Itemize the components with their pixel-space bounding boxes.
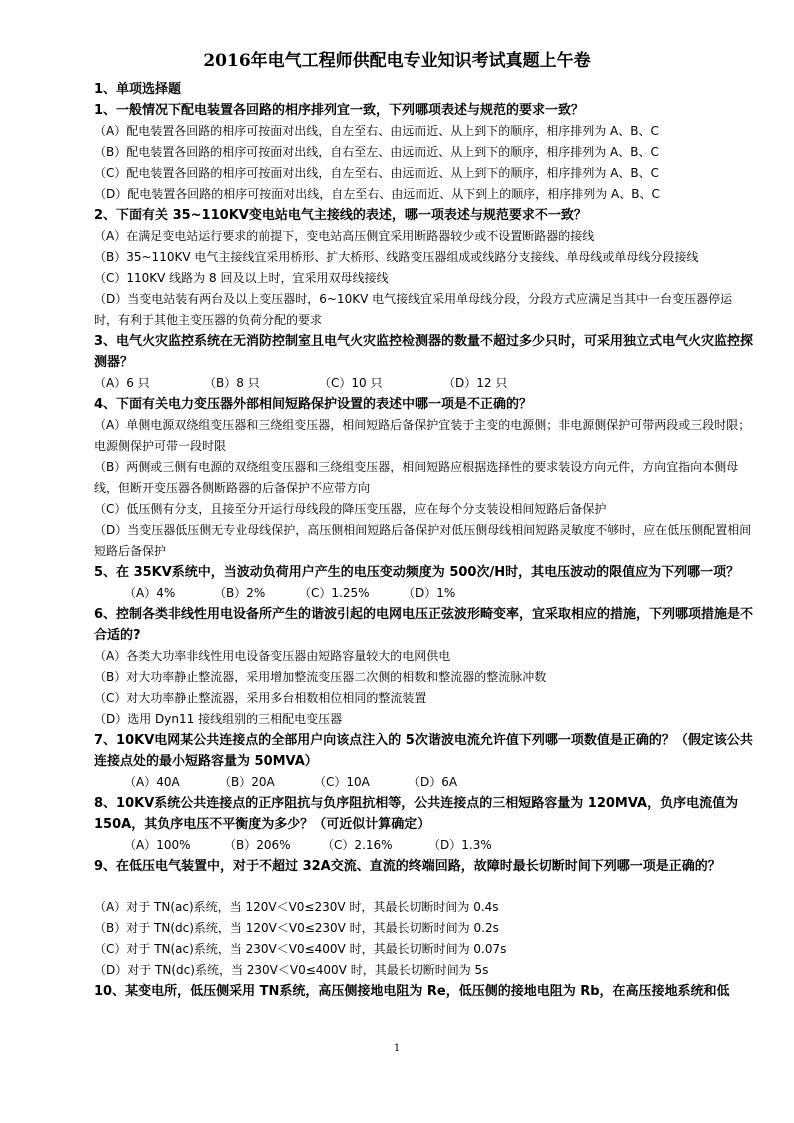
option-d: （D）当变压器低压侧无专业母线保护，高压侧相间短路后备保护对低压侧母线相间短路灵敏度不够时，应在低压侧配置相间短路后备保护 (94, 523, 752, 558)
option-d: （D）选用 Dyn11 接线组别的三相配电变压器 (94, 712, 343, 726)
option-d: （D）对于 TN(dc)系统，当 230V＜V0≤400V 时，其最长切断时间为 5s (94, 963, 489, 977)
option-c: （C）对大功率静止整流器，采用多台相数相位相同的整流装置 (94, 691, 427, 705)
question-stem: 3、电气火灾监控系统在无消防控制室且电气火灾监控检测器的数量不超过多少只时，可采用独立式电气火灾监控探测器？ (94, 334, 754, 370)
option-b: （B）206% (224, 838, 291, 852)
option-b: （B）35~110KV 电气主接线宜采用桥形、扩大桥形、线路变压器组成或线路分支接线、单母线或单母线分段接线 (94, 250, 699, 264)
question-9 (94, 856, 754, 981)
option-a: （A）各类大功率非线性用电设备变压器由短路容量较大的电网供电 (94, 649, 451, 663)
document-title: 2016年电气工程师供配电专业知识考试真题上午卷 (203, 51, 591, 71)
option-row (94, 835, 754, 856)
option-b: （B）20A (219, 775, 275, 789)
page-number: 1 (393, 1043, 401, 1054)
option-b: （B）对大功率静止整流器，采用增加整流变压器二次侧的相数和整流器的整流脉冲数 (94, 670, 547, 684)
option-d: （D）12 只 (443, 376, 508, 390)
option-c: （C）2.16% (322, 838, 393, 852)
option-row (94, 772, 754, 793)
option-d: （D）6A (408, 775, 458, 789)
option-row (94, 583, 754, 604)
option-a: （A）对于 TN(ac)系统，当 120V＜V0≤230V 时，其最长切断时间为 0.4s (94, 900, 499, 914)
option-a: （A）在满足变电站运行要求的前提下，变电站高压侧宜采用断路器较少或不设置断路器的接线 (94, 229, 595, 243)
option-c: （C）1.25% (299, 586, 370, 600)
option-c: （C）110KV 线路为 8 回及以上时，宜采用双母线接线 (94, 271, 389, 285)
question-7 (94, 730, 754, 793)
option-a: （A）单侧电源双绕组变压器和三绕组变压器，相间短路后备保护宜装于主变的电源侧；非电源侧保护可带两段或三段时限；电源侧保护可带一段时限 (94, 418, 751, 453)
question-stem: 5、在 35KV系统中，当波动负荷用户产生的电压变动频度为 500次/H时，其电压波动的限值应为下列哪一项？ (94, 565, 740, 580)
option-d: （D）配电装置各回路的相序可按面对出线，自左至右、由远而近、从下到上的顺序，相序排列为 A、B、C (94, 187, 660, 201)
option-a: （A）4% (124, 586, 176, 600)
option-c: （C）10 只 (319, 376, 383, 390)
option-a: （A）配电装置各回路的相序可按面对出线，自左至右、由远而近、从上到下的顺序，相序排列为 A、B、C (94, 124, 659, 138)
option-d: （D）当变电站装有两台及以上变压器时，6~10KV 电气接线宜采用单母线分段，分段方式应满足当其中一台变压器停运时，有利于其他主变压器的负荷分配的要求 (94, 292, 733, 327)
option-c: （C）低压侧有分支，且接至分开运行母线段的降压变压器，应在每个分支装设相间短路后备保护 (94, 502, 607, 516)
option-b: （B）对于 TN(dc)系统，当 120V＜V0≤230V 时，其最长切断时间为 0.2s (94, 921, 499, 935)
option-c: （C）配电装置各回路的相序可按面对出线，自左至右、由远而近、从上到下的顺序，相序排列为 A、B、C (94, 166, 660, 180)
question-3 (94, 331, 754, 394)
question-stem: 8、10KV系统公共连接点的正序阻抗与负序阻抗相等，公共连接点的三相短路容量为 120MVA，负序电流值为 150A，其负序电压不平衡度为多少？（可近似计算确定） (94, 796, 739, 832)
question-stem: 2、下面有关 35~110KV变电站电气主接线的表述，哪一项表述与规范要求不一致？ (94, 208, 587, 223)
option-a: （A）6 只 (94, 376, 150, 390)
option-b: （B）2% (214, 586, 266, 600)
option-b: （B）8 只 (204, 376, 260, 390)
question-2 (94, 205, 754, 331)
option-b: （B）两侧或三侧有电源的双绕组变压器和三绕组变压器，相间短路应根据选择性的要求装设方向元件，方向宜指向本侧母线，但断开变压器各侧断路器的后备保护不应带方向 (94, 460, 739, 495)
question-stem: 7、10KV电网某公共连接点的全部用户向该点注入的 5次谐波电流允许值下列哪一项数值是正确的？（假定该公共连接点处的最小短路容量为 50MVA） (94, 733, 753, 769)
option-c: （C）对于 TN(ac)系统，当 230V＜V0≤400V 时，其最长切断时间为 0.07s (94, 942, 507, 956)
section-heading: 1、单项选择题 (94, 82, 182, 97)
option-a: （A）40A (124, 775, 180, 789)
option-d: （D）1.3% (428, 838, 492, 852)
question-1 (94, 100, 754, 205)
option-d: （D）1% (403, 586, 456, 600)
option-a: （A）100% (124, 838, 191, 852)
option-b: （B）配电装置各回路的相序可按面对出线，自右至左、由远而近、从上到下的顺序，相序排列为 A、B、C (94, 145, 659, 159)
question-6 (94, 604, 754, 730)
blank-line (94, 877, 754, 897)
question-list (94, 80, 754, 1002)
question-stem: 6、控制各类非线性用电设备所产生的谐波引起的电网电压正弦波形畸变率，宜采取相应的措施，下列哪项措施是不合适的? (94, 607, 754, 643)
option-row (94, 373, 754, 394)
question-stem: 9、在低压电气装置中，对于不超过 32A交流、直流的终端回路，故障时最长切断时间下列哪一项是正确的？ (94, 859, 721, 874)
question-4 (94, 394, 754, 562)
question-10 (94, 981, 754, 1002)
option-c: （C）10A (314, 775, 370, 789)
question-5 (94, 562, 754, 604)
question-stem: 4、下面有关电力变压器外部相间短路保护设置的表述中哪一项是不正确的？ (94, 397, 533, 412)
question-stem: 1、一般情况下配电装置各回路的相序排列宜一致，下列哪项表述与规范的要求一致？ (94, 103, 585, 118)
question-8 (94, 793, 754, 856)
question-stem: 10、某变电所，低压侧采用 TN系统，高压侧接地电阻为 Re，低压侧的接地电阻为 Rb，在高压接地系统和低 (94, 984, 730, 999)
